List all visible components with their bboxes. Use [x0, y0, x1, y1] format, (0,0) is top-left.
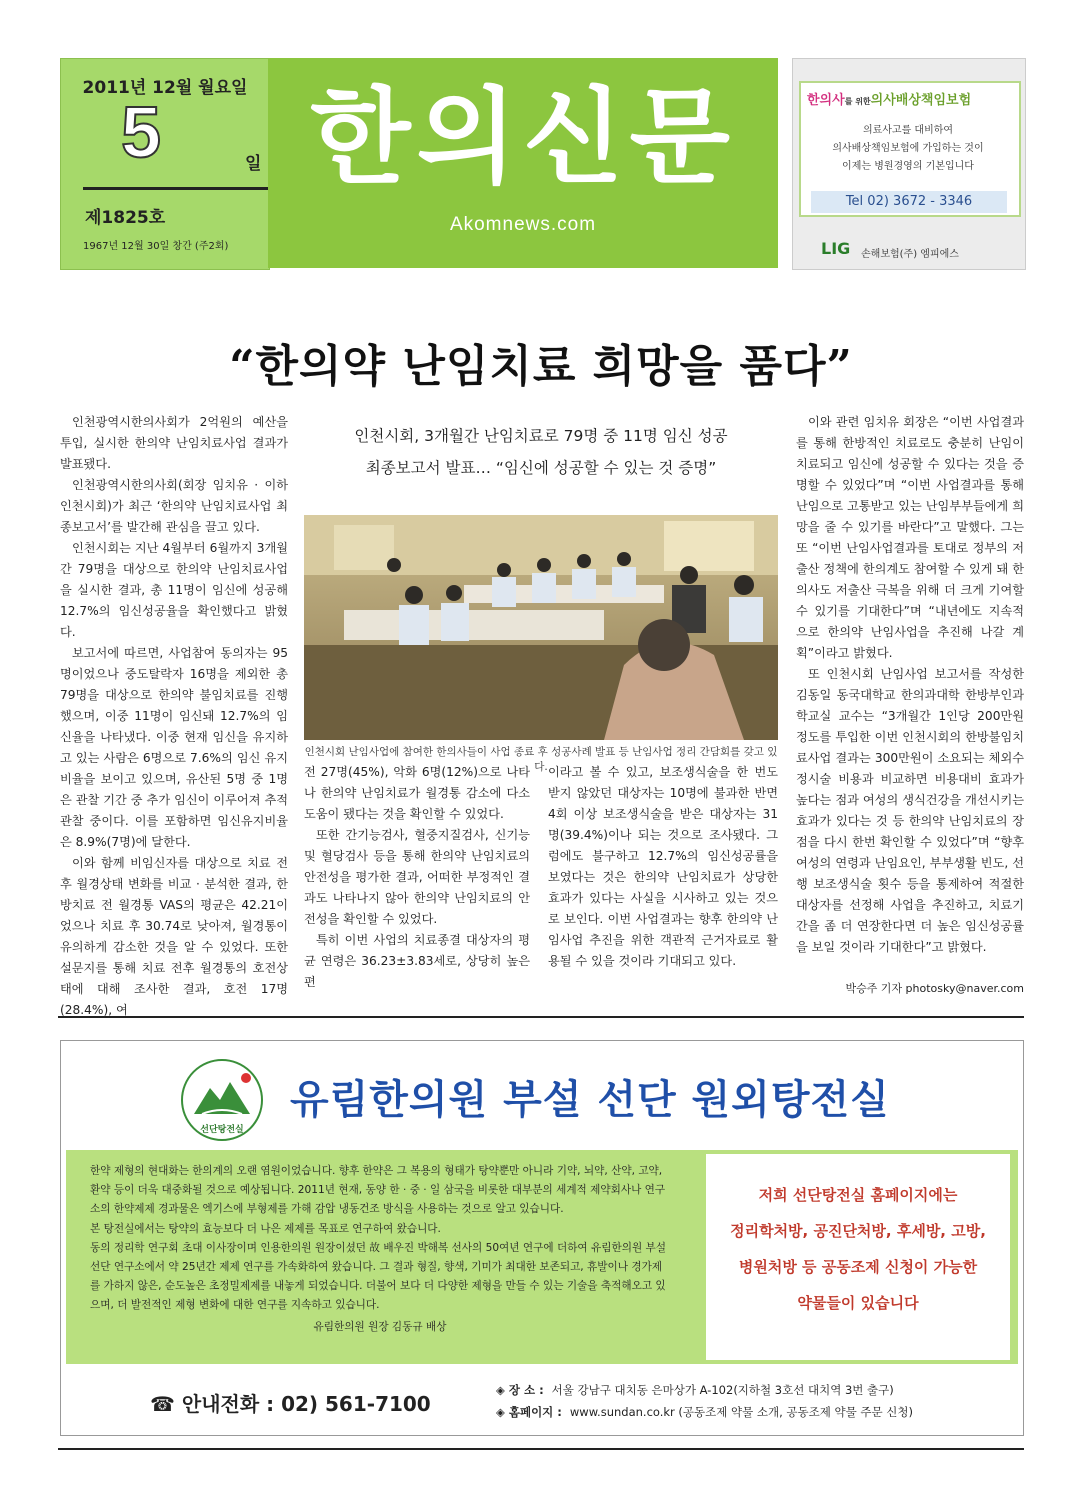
article-paragraph: 또 인천시회 난임사업 보고서를 작성한 김동일 동국대학교 한의과대학 한방부인과학교실 교수는 “3개월간 1인당 200만원 정도를 투입한 이번 인천시회의 한방불임치료사업 결과는 300만원이 소요되는 체외수정시술 비용과 비교하면 비용대비 효과가 높다는 점과 여성의 생식건강을 개선시키는 효과가 있다는 것 등 한의약 난임치료의 장점을 다시 한번 확인할 수 있었다”며 “향후 여성의 연령과 난임요인, 부부생활 빈도, 선행 보조생식술 횟수 등을 통제하여 적절한 대상자를 선정해 사업을 추진하고, 치료기간을 좀 더 연장한다면 더 높은 임신성공률을 보일 것이라 기대한다”고 밝혔다. — [796, 667, 1024, 954]
established-note: 1967년 12월 30일 창간 (주2회) — [83, 241, 229, 252]
article-column-3 — [548, 762, 778, 972]
clinic-seal-text: 선단탕전실 — [200, 1125, 244, 1135]
article-headline: “한의약 난임치료 희망을 품다” — [229, 341, 853, 392]
insurance-ad-line: 의료사고를 대비하여 — [862, 125, 954, 136]
issue-day-unit: 일 — [245, 154, 262, 174]
page-bottom-divider — [58, 1448, 1024, 1450]
insurance-ad-title-b: 의사배상책임보험 — [870, 93, 972, 108]
clinic-ad-paragraph: 본 탕전실에서는 탕약의 효능보다 더 나은 제제를 목표로 연구하여 왔습니다. — [90, 1222, 441, 1235]
meeting-photo-illustration — [304, 515, 778, 740]
notice-line: 병원처방 등 공동조제 신청이 가능한 — [738, 1258, 978, 1276]
homepage-value[interactable]: www.sundan.co.kr (공동조제 약물 소개, 공동조제 약물 주문 신청) — [569, 1405, 913, 1419]
article-column-2 — [304, 762, 530, 993]
clinic-ad-title: 유림한의원 부설 선단 원외탕전실 — [290, 1077, 890, 1123]
subheadline-line: 인천시회, 3개월간 난임치료로 79명 중 11명 임신 성공 — [354, 427, 728, 445]
address-value: 서울 강남구 대치동 은마상가 A-102(지하철 3호선 대치역 3번 출구) — [551, 1383, 894, 1397]
article-paragraph: 또한 간기능검사, 혈중지질검사, 신기능 및 혈당검사 등을 통해 한의약 난임치료의 안전성을 평가한 결과, 어떠한 부정적인 결과도 나타나지 않아 한의약 난임치료의 안전성을 확인할 수 있었다. — [304, 828, 530, 926]
newspaper-masthead — [268, 58, 778, 268]
clinic-ad-paragraph: 동의 정리학 연구회 초대 이사장이며 인용한의원 원장이셨던 故 배우진 박해복 선사의 50여년 연구에 더하여 유림한의원 부설 선단 연구소에서 약 25년간 제제 연구를 가속화하여 왔습니다. 그 결과 형질, 향색, 기미가 최대한 보존되고, 휴발이나 경가제를 가하지 않은, 순도높은 초정밀제제를 내놓게 되었습니다. 더불어 보다 더 다양한 제형을 만들 수 있는 기술을 축적해오고 있으며, 더 발전적인 제형 변화에 대한 연구를 지속하고 있습니다. — [90, 1241, 667, 1312]
clinic-phone[interactable]: ☎ 안내전화 : 02) 561-7100 — [150, 1392, 431, 1416]
subheadline-line: 최종보고서 발표… “임신에 성공할 수 있는 것 증명” — [365, 459, 717, 477]
article-paragraph: 인천시회는 지난 4월부터 6월까지 3개월간 79명을 대상으로 한의약 난임치료사업을 실시한 결과, 총 11명이 임신에 성공해 12.7%의 임신성공율을 확인했다고 밝혔다. — [60, 541, 288, 639]
issue-day: 5 — [121, 93, 162, 173]
article-subheadline — [304, 420, 778, 484]
article-paragraph: 이와 관련 임치유 회장은 “이번 사업결과를 통해 한방적인 치료로도 충분히 난임이 치료되고 임신에 성공할 수 있다는 것을 증명할 수 있었다”며 “이번 사업결과를 통해 난임으로 고통받고 있는 난임부부들에게 희망을 줄 수 있기를 바란다”고 말했다. 그는 또 “이번 난임사업결과를 토대로 정부의 저출산 정책에 한의계도 참여할 수 있게 돼 한의사도 저출산 극복을 위해 더 크게 기여할 수 있기를 기대한다”며 “내년에도 지속적으로 한의약 난임사업을 추진해 나갈 계획”이라고 밝혔다. — [796, 415, 1024, 660]
date-divider — [83, 187, 269, 190]
article-photo — [304, 515, 778, 740]
article-paragraph: 이라고 볼 수 있고, 보조생식술을 한 번도 받지 않았던 대상자는 10명에 불과한 반면 4회 이상 보조생식술을 받은 대상자는 31명(39.4%)이나 되는 것으로 조사됐다. 그럼에도 불구하고 12.7%의 임신성공률을 보였다는 것은 한의약 난임치료가 상당한 효과가 있다는 사실을 시사하고 있는 것으로 보인다. 이번 사업결과는 향후 한의약 난임사업 추진을 위한 객관적 근거자료로 활용될 수 있을 것이라 기대되고 있다. — [548, 765, 778, 968]
insurance-ad-tel[interactable]: Tel 02) 3672 - 3346 — [811, 191, 1007, 213]
clinic-ad-notice-box — [706, 1154, 1010, 1360]
notice-line: 약물들이 있습니다 — [797, 1294, 919, 1312]
insurance-ad-title-a: 한의사 — [807, 93, 845, 108]
clinic-address — [496, 1382, 894, 1398]
clinic-homepage[interactable] — [496, 1404, 913, 1420]
article-paragraph: 전 27명(45%), 악화 6명(12%)으로 나타나 한의약 난임치료가 월경통 감소에 다소 도움이 됐다는 것을 확인할 수 있었다. — [304, 765, 530, 821]
article-paragraph: 인천광역시한의사회가 2억원의 예산을 투입, 실시한 한의약 난임치료사업 결과가 발표됐다. — [60, 415, 288, 471]
insurance-ad-title — [807, 89, 971, 108]
article-paragraph: 인천광역시한의사회(회장 임치유 · 이하 인천시회)가 최근 ‘한의약 난임치료사업 최종보고서’를 발간해 관심을 끌고 있다. — [60, 478, 288, 534]
address-label: ◈ 장 소 : — [496, 1383, 544, 1397]
article-column-1 — [60, 412, 288, 1021]
lig-logo: LIG — [821, 239, 851, 258]
issue-number: 제1825호 — [85, 208, 166, 228]
notice-line: 저희 선단탕전실 홈페이지에는 — [758, 1186, 958, 1204]
insurance-ad[interactable] — [792, 58, 1026, 270]
date-box — [60, 58, 270, 270]
issue-date: 2011년 12월 월요일 — [82, 78, 248, 98]
newspaper-website[interactable]: Akomnews.com — [449, 214, 597, 235]
photo-caption: 인천시회 난임사업에 참여한 한의사들이 사업 종료 후 성공사례 발표 등 난임사업 정리 간담회를 갖고 있다. — [304, 746, 778, 773]
clinic-ad-signature: 유림한의원 원장 김동규 배상 — [313, 1320, 447, 1333]
insurance-ad-line: 이제는 병원경영의 기본입니다 — [842, 161, 974, 172]
homepage-label: ◈ 홈페이지 : — [496, 1405, 562, 1419]
clinic-ad-body — [90, 1162, 670, 1337]
clinic-ad-paragraph: 한약 제형의 현대화는 한의계의 오랜 염원이었습니다. 향후 한약은 그 복용의 형태가 탕약뿐만 아니라 기약, 뇌약, 산약, 고약, 환약 등이 더욱 대중화될 것으로 예상됩니다. 2011년 현재, 동양 한 · 중 · 일 삼국을 비롯한 대부분의 세계적 제약회사나 연구소의 한약제제 경과물은 엑기스에 부형제를 가해 감압 냉동건조 방식을 사용하는 것으로 알고 있습니다. — [90, 1165, 666, 1216]
notice-line: 정리학처방, 공진단처방, 후세방, 고방, — [730, 1222, 986, 1240]
lig-brand-text: 손해보험(주) 엠피에스 — [861, 249, 959, 260]
article-paragraph: 보고서에 따르면, 사업참여 동의자는 95명이었으나 중도탈락자 16명을 제외한 총 79명을 대상으로 한의약 불임치료를 진행했으며, 이중 11명이 임신돼 12.7%의 임신율을 나타냈다. 이중 현재 임신을 유지하고 있는 사람은 6명으로 7.6%의 임신 유지비율을 보이고 있으며, 유산된 5명 중 1명은 관찰 기간 중 추가 임신이 이루어져 추적 관찰 중이다. 이를 포함하면 임신유지비율은 8.9%(7명)에 달한다. — [60, 646, 288, 849]
insurance-ad-line: 의사배상책임보험에 가입하는 것이 — [832, 143, 984, 154]
article-byline[interactable]: 박승주 기자 photosky@naver.com — [845, 982, 1024, 995]
article-column-4 — [796, 412, 1024, 958]
clinic-seal-icon — [180, 1058, 264, 1142]
insurance-ad-title-small: 를 위한 — [844, 97, 871, 106]
article-paragraph: 이와 함께 비임신자를 대상으로 치료 전후 월경상태 변화를 비교 · 분석한 결과, 한방치료 전 월경통 VAS의 평균은 42.21이었으나 치료 후 30.74로 낮아져, 월경통이 유의하게 감소한 것을 알 수 있었다. 또한 설문지를 통해 치료 전후 월경통의 호전상태에 대해 조사한 결과, 호전 17명(28.4%), 여 — [60, 856, 288, 1017]
newspaper-logo: 한의신문 — [310, 75, 736, 198]
section-divider — [58, 1016, 1024, 1018]
article-paragraph: 특히 이번 사업의 치료종결 대상자의 평균 연령은 36.23±3.83세로, 상당히 높은 편 — [304, 933, 530, 989]
